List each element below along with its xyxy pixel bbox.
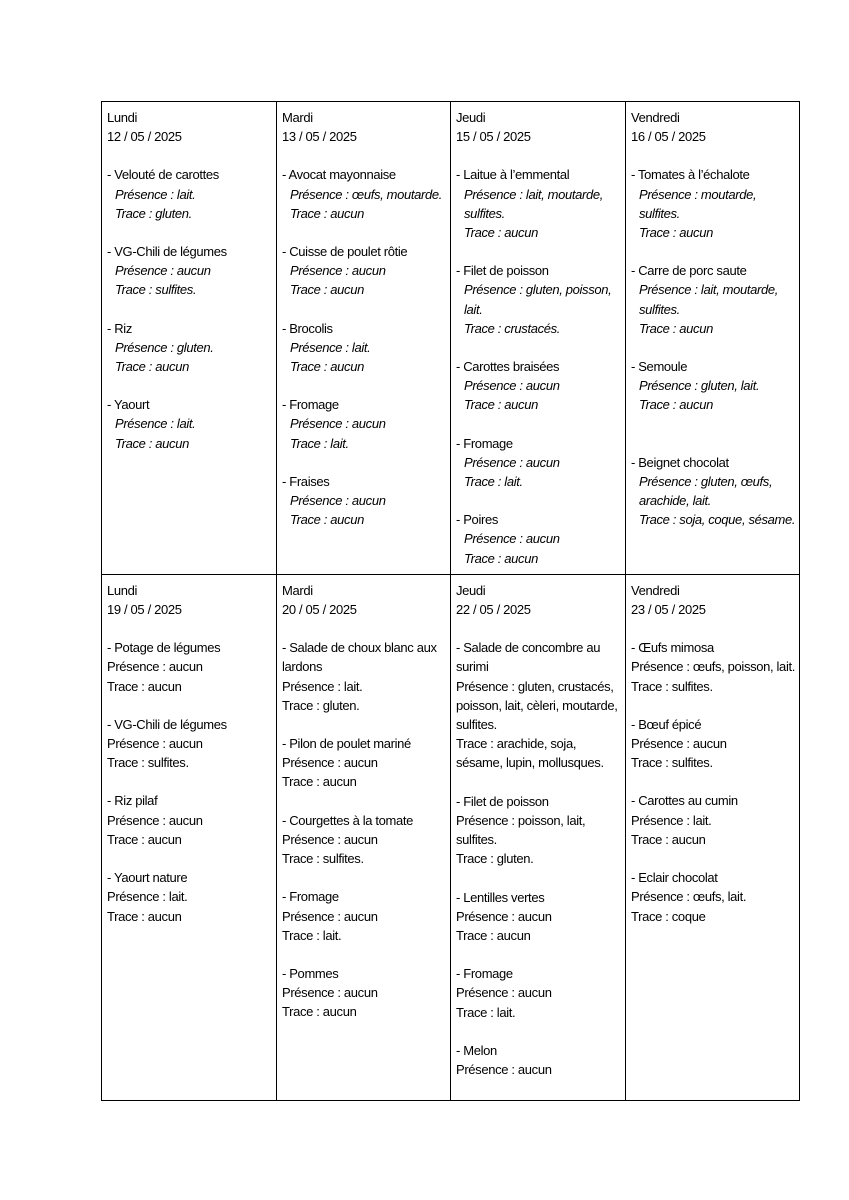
day-cell: [451, 574, 626, 1100]
dish-name: - Tomates à l’échalote: [631, 167, 750, 183]
dish-name: - Yaourt: [107, 397, 150, 413]
trace-line: Trace : aucun: [290, 282, 364, 298]
trace-line: Trace : aucun: [115, 359, 189, 375]
presence-line: Présence : aucun: [456, 985, 552, 1001]
day-name: Lundi: [107, 110, 138, 125]
menu-table: [101, 101, 800, 1101]
trace-line: Trace : aucun: [290, 512, 364, 528]
presence-line: Présence : aucun: [456, 908, 552, 924]
dish-name: - VG-Chili de légumes: [107, 244, 227, 260]
week-row: [102, 574, 800, 1100]
day-name: Jeudi: [456, 110, 486, 125]
dish-name: - Fromage: [282, 397, 339, 413]
dish-item: [456, 888, 623, 946]
presence-line: Présence : lait, moutarde, sulfites.: [639, 282, 779, 317]
trace-line: Trace : aucun: [107, 678, 182, 694]
presence-line: Présence : lait.: [631, 812, 712, 828]
presence-line: Présence : lait.: [115, 186, 196, 202]
dish-item: [107, 868, 274, 926]
day-date: 22 / 05 / 2025: [456, 602, 531, 618]
presence-line: Présence : aucun: [107, 812, 203, 828]
dish-item: [107, 319, 274, 377]
dish-item: [282, 887, 448, 945]
presence-line: Présence : aucun: [464, 454, 560, 470]
trace-line: Trace : aucun: [464, 550, 538, 566]
dish-name: - Filet de poisson: [456, 793, 549, 809]
day-date: 19 / 05 / 2025: [107, 602, 182, 618]
day-date: 20 / 05 / 2025: [282, 602, 357, 618]
presence-line: Présence : aucun: [464, 531, 560, 547]
presence-line: Présence : lait.: [115, 416, 196, 432]
trace-line: Trace : arachide, soja, sésame, lupin, mollusques.: [456, 736, 604, 771]
dish-item: [631, 357, 797, 415]
trace-line: Trace : soja, coque, sésame.: [639, 512, 796, 528]
dish-item: [107, 395, 274, 453]
dish-item: [107, 638, 274, 696]
dish-name: - Yaourt nature: [107, 870, 188, 886]
dish-item: [631, 165, 797, 242]
dish-name: - Filet de poisson: [456, 263, 549, 279]
presence-line: Présence : moutarde, sulfites.: [639, 186, 757, 221]
trace-line: Trace : sulfites.: [115, 282, 197, 298]
presence-line: Présence : lait.: [290, 339, 371, 355]
dish-item: [107, 242, 274, 300]
trace-line: Trace : gluten.: [282, 697, 360, 713]
dish-name: - Beignet chocolat: [631, 454, 729, 470]
dish-item: [282, 811, 448, 869]
trace-line: Trace : aucun: [464, 225, 538, 241]
trace-line: Trace : sulfites.: [631, 755, 713, 771]
presence-line: Présence : gluten, lait.: [639, 378, 760, 394]
dish-item: [631, 791, 797, 849]
presence-line: Présence : gluten, œufs, arachide, lait.: [639, 473, 773, 509]
dish-name: - Riz: [107, 320, 132, 336]
trace-line: Trace : aucun: [639, 320, 713, 336]
dish-name: - Poires: [456, 512, 498, 528]
dish-name: - Pilon de poulet mariné: [282, 736, 411, 752]
dish-item: [631, 868, 797, 926]
dish-item: [631, 453, 797, 530]
presence-line: Présence : aucun: [282, 908, 378, 924]
dish-name: - Brocolis: [282, 320, 333, 336]
week-row: [102, 102, 800, 575]
dish-item: [456, 1041, 623, 1079]
presence-line: Présence : aucun: [107, 736, 203, 752]
dish-name: - Courgettes à la tomate: [282, 812, 414, 828]
presence-line: Présence : poisson, lait, sulfites.: [456, 812, 586, 848]
presence-line: Présence : gluten, poisson, lait.: [464, 282, 612, 317]
trace-line: Trace : aucun: [115, 435, 189, 451]
day-name: Jeudi: [456, 582, 486, 598]
dish-name: - Salade de choux blanc aux lardons: [282, 640, 437, 675]
trace-line: Trace : sulfites.: [107, 755, 189, 771]
trace-line: Trace : gluten.: [115, 205, 192, 221]
trace-line: Trace : aucun: [290, 359, 364, 375]
dish-item: [282, 734, 448, 792]
trace-line: Trace : aucun: [456, 927, 531, 943]
dish-name: - Fromage: [456, 435, 513, 451]
dish-item: [107, 165, 274, 223]
presence-line: Présence : œufs, lait.: [631, 889, 747, 905]
day-name: Lundi: [107, 582, 138, 598]
day-date: 15 / 05 / 2025: [456, 129, 531, 145]
presence-line: Présence : aucun: [290, 416, 386, 432]
dish-item: [456, 792, 623, 869]
presence-line: Présence : aucun: [464, 378, 560, 394]
dish-item: [631, 715, 797, 773]
presence-line: Présence : aucun: [282, 985, 378, 1001]
dish-item: [456, 434, 623, 492]
trace-line: Trace : aucun: [107, 908, 182, 924]
dish-item: [456, 357, 623, 415]
presence-line: Présence : gluten, crustacés, poisson, lait, cèleri, moutarde, sulfites.: [456, 678, 618, 733]
dish-item: [107, 791, 274, 849]
trace-line: Trace : lait.: [464, 474, 523, 490]
presence-line: Présence : aucun: [290, 493, 386, 509]
day-date: 16 / 05 / 2025: [631, 129, 706, 145]
presence-line: Présence : aucun: [115, 263, 211, 279]
presence-line: Présence : lait, moutarde, sulfites.: [464, 186, 604, 221]
trace-line: Trace : aucun: [282, 774, 357, 790]
dish-name: - Carottes braisées: [456, 359, 560, 375]
trace-line: Trace : sulfites.: [282, 851, 364, 867]
dish-item: [107, 715, 274, 773]
day-date: 13 / 05 / 2025: [282, 129, 357, 145]
dish-item: [282, 242, 448, 300]
dish-name: - Velouté de carottes: [107, 167, 219, 183]
dish-name: - Œufs mimosa: [631, 640, 714, 656]
trace-line: Trace : coque: [631, 908, 706, 924]
day-cell: [451, 102, 626, 575]
presence-line: Présence : aucun: [107, 659, 203, 675]
trace-line: Trace : crustacés.: [464, 320, 561, 336]
trace-line: Trace : aucun: [639, 225, 713, 241]
presence-line: Présence : aucun: [456, 1061, 552, 1077]
dish-name: - Salade de concombre au surimi: [456, 640, 601, 675]
day-date: 12 / 05 / 2025: [107, 129, 182, 145]
dish-name: - Melon: [456, 1042, 497, 1058]
dish-name: - Bœuf épicé: [631, 716, 702, 732]
presence-line: Présence : aucun: [282, 755, 378, 771]
presence-line: Présence : œufs, poisson, lait.: [631, 659, 796, 675]
dish-item: [282, 395, 448, 453]
dish-item: [631, 638, 797, 696]
dish-item: [456, 638, 623, 772]
trace-line: Trace : gluten.: [456, 851, 534, 867]
dish-name: - Semoule: [631, 359, 688, 375]
dish-item: [282, 472, 448, 530]
day-cell: [277, 102, 451, 575]
dish-item: [631, 261, 797, 338]
trace-line: Trace : lait.: [282, 927, 342, 943]
dish-item: [282, 964, 448, 1022]
dish-item: [456, 964, 623, 1022]
dish-name: - Laitue à l’emmental: [456, 167, 570, 183]
presence-line: Présence : lait.: [107, 889, 188, 905]
dish-name: - Riz pilaf: [107, 793, 158, 809]
trace-line: Trace : aucun: [107, 831, 182, 847]
trace-line: Trace : aucun: [464, 397, 538, 413]
day-name: Mardi: [282, 110, 313, 125]
dish-name: - Fromage: [282, 889, 339, 905]
dish-name: - Carre de porc saute: [631, 263, 747, 279]
presence-line: Présence : aucun: [290, 263, 386, 279]
dish-name: - Potage de légumes: [107, 640, 221, 656]
day-date: 23 / 05 / 2025: [631, 602, 706, 618]
trace-line: Trace : sulfites.: [631, 678, 713, 694]
dish-item: [456, 261, 623, 338]
trace-line: Trace : aucun: [639, 397, 713, 413]
dish-name: - Lentilles vertes: [456, 889, 545, 905]
dish-name: - Pommes: [282, 965, 339, 981]
presence-line: Présence : aucun: [631, 736, 727, 752]
trace-line: Trace : aucun: [290, 205, 364, 221]
trace-line: Trace : lait.: [290, 435, 349, 451]
day-cell: [277, 574, 451, 1100]
dish-name: - Eclair chocolat: [631, 870, 718, 886]
dish-name: - VG-Chili de légumes: [107, 716, 227, 732]
presence-line: Présence : lait.: [282, 678, 363, 694]
day-name: Vendredi: [631, 110, 680, 125]
day-cell: [102, 102, 277, 575]
dish-name: - Cuisse de poulet rôtie: [282, 244, 408, 260]
day-cell: [626, 102, 800, 575]
trace-line: Trace : aucun: [631, 831, 706, 847]
dish-item: [282, 165, 448, 223]
day-cell: [626, 574, 800, 1100]
trace-line: Trace : aucun: [282, 1004, 357, 1020]
dish-name: - Fromage: [456, 966, 513, 982]
dish-item: [456, 510, 623, 568]
dish-name: - Avocat mayonnaise: [282, 167, 396, 183]
presence-line: Présence : œufs, moutarde.: [290, 186, 443, 202]
day-cell: [102, 574, 277, 1100]
dish-item: [456, 165, 623, 242]
day-name: Vendredi: [631, 582, 680, 598]
trace-line: Trace : lait.: [456, 1004, 516, 1020]
day-name: Mardi: [282, 582, 313, 598]
presence-line: Présence : gluten.: [115, 339, 214, 355]
dish-item: [282, 319, 448, 377]
dish-name: - Fraises: [282, 473, 330, 489]
dish-name: - Carottes au cumin: [631, 793, 738, 809]
presence-line: Présence : aucun: [282, 831, 378, 847]
dish-item: [282, 638, 448, 715]
